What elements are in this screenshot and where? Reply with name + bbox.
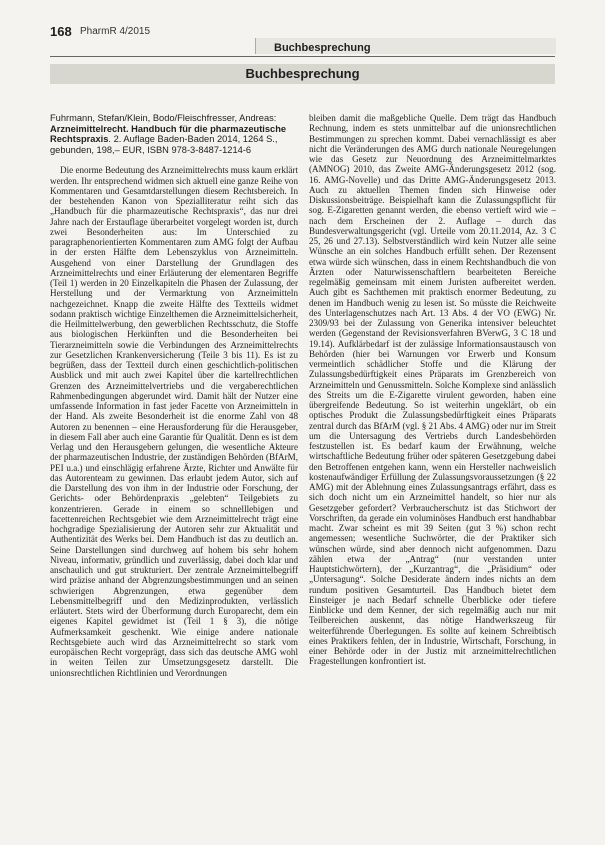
- review-paragraph: bleiben damit die maßgebliche Quelle. Dem trägt das Handbuch Rechnung, indem es stets unmittelbar auf die unionsrechtlichen Bestimmungen zu sprechen kommt. Dabei vernachlässigt es aber nicht die Veränderungen des AMG durch nationale Neuregelungen wie das Gesetz zur Neuordnung des Arzneimittelmarktes (AMNOG) 2010, das Zweite AMG-Änderungsgesetz 2012 (sog. 16. AMG-Novelle) und das Dritte AMG-Änderungsgesetz 2013. Auch zu aktuellen Themen finden sich Hinweise oder Diskussionsbeiträge. Beispielhaft kann die Zulassungspflicht für sog. E-Zigaretten genannt werden, die ebenso vertieft wird wie – nach dem Erscheinen der 2. Auflage – durch das Bundesverwaltungsgericht (vgl. Urteile vom 20.11.2014, Az. 3 C 25, 26 und 27.13). Selbstverständlich wird kein Nutzer alle seine Wünsche an ein solches Handbuch erfüllt sehen. Der Rezensent etwa würde sich wünschen, dass in einem Rechtshandbuch die von Ärzten oder Naturwissenschaftlern bearbeiteten Bereiche regelmäßig gemeinsam mit einem Juristen aufbereitet werden. Auch gibt es Sachthemen mit praktisch enormer Bedeutung, zu denen im Handbuch wenig zu lesen ist. So müsste die Reichweite des Unterlagenschutzes nach Art. 13 Abs. 4 der VO (EWG) Nr. 2309/93 bei der Zulassung von Generika intensiver beleuchtet werden (Gegenstand der Revisionsverfahren BVerwG, 3 C 18 und 19.14). Aufklärbedarf ist der zulässige Informationsaustausch von Behörden (hier bei Warnungen vor Erwerb und Konsum vermeintlich schädlicher Stoffe und die Klärung der Zulassungsbedürftigkeit eines Präparats im Grenzbereich von Arzneimitteln und Genussmitteln. Solche Komplexe sind anlässlich des Streits um die E-Zigarette virulent geworden, haben eine übergreifende Bedeutung. So ist weiterhin ungeklärt, ob ein optisches Produkt die Zulassungsbedürftigkeit eines Präparats zentral durch das BfArM (vgl. § 21 Abs. 4 AMG) oder nur im Streit um die Untersagung des Vertriebs durch Landesbehörden festzustellen ist. Es bedarf kaum der Erwähnung, welche wirtschaftliche Bedeutung früher oder späteren Gesetzgebung dabei den Betroffenen entgehen kann, wenn ein Hersteller nachweislich kostenaufwändiger Erfüllung der Zulassungsvoraussetzungen (§ 22 AMG) mit der Ablehnung eines Zulassungsantrags erfährt, dass es sich doch nicht um ein Arzneimittel handelt, so hier nur als Gesetzgeber gefordert? Verbraucherschutz ist das Stichwort der Vorschriften, da gerade ein voluminöses Handbuch erst handhabbar macht. Zwar scheint es mit 39 Seiten (gut 3 %) schon recht angemessen; wesentliche Suchwörter, die der Praktiker sich wünschen würde, sind aber dennoch nicht aufgenommen. Dazu zählen etwa der „Antrag“ (nur verstanden unter Hauptstichwörtern), der „Kurzantrag“, die „Präsidium“ oder „Untersagung“. Solche Desiderate ändern indes nichts an dem rundum positiven Gesamturteil. Das Handbuch bietet dem Einsteiger je nach Bedarf schnelle Überblicke oder tiefere Einblicke und dem Kenner, der sich regelmäßig auch nur mit Teilbereichen auskennt, das nötige Handwerkszeug für weiterführende Überlegungen. Es sollte auf keinem Schreibtisch eines Praktikers fehlen, der in Industrie, Wirtschaft, Forschung, in einer Behörde oder in der Justiz mit arzneimittelrechtlichen Fragestellungen konfrontiert ist.: [309, 113, 556, 667]
- header-rule: [50, 56, 555, 57]
- journal-reference: PharmR 4/2015: [80, 26, 151, 37]
- page-number: 168: [50, 24, 72, 39]
- header-tab-label: Buchbesprechung: [274, 42, 371, 54]
- bibliographic-entry: Fuhrmann, Stefan/Klein, Bodo/Fleischfresser, Andreas: Arzneimittelrecht. Handbuch für die pharmazeutische Rechtspraxis. 2. Auflage Baden-Baden 2014, 1264 S., gebunden, 198,– EUR, ISBN 978-3-8487-1214-6: [50, 113, 287, 155]
- section-banner: [50, 64, 555, 84]
- left-column: [50, 113, 298, 833]
- section-title: Buchbesprechung: [245, 66, 360, 81]
- review-paragraph: Die enorme Bedeutung des Arzneimittelrechts muss kaum erklärt werden. Ihr entsprechend widmen sich aktuell eine ganze Reihe von Kommentaren und Gesamtdarstellungen diesem Rechtsbereich. In der bestehenden Kanon von Spezialliteratur reiht sich das „Handbuch für die pharmazeutische Rechtspraxis“, das nur drei Jahre nach der Erstauflage überarbeitet vorgelegt worden ist, durch zwei Besonderheiten aus: Im Unterschied zu paragraphenorientierten Kommentaren zum AMG folgt der Aufbau in der ersten Hälfte dem Lebenszyklus von Arzneimitteln. Ausgehend von einer Darstellung der Grundlagen des Arzneimittelrechts und einer Erläuterung der elementaren Begriffe (Teil 1) werden in 20 Einzelkapiteln die Phasen der Zulassung, der Herstellung und der Vermarktung von Arzneimitteln nachgezeichnet. Knapp die zweite Hälfte des Textteils widmet sodann praktisch wichtige Einzelthemen die Arzneimittelsicherheit, die Heilmittelwerbung, den gewerblichen Rechtsschutz, die Stoffe aus biologischen Herkünften und die Besonderheiten bei Tierarzneimitteln sowie die Verbindungen des Arzneimittelrechts zur Gesetzlichen Krankenversicherung (Teile 3 bis 11). Es ist zu begrüßen, dass der Textteil durch einen geschichtlich-politischen Ausblick und mit auch zwei Kapitel über die kartellrechtlichen Grenzen des Arzneimittelvertriebs und die vergaberechtlichen Rahmenbedingungen abgerundet wird. Damit hält der Nutzer eine umfassende Information in fast jeder Facette von Arzneimitteln in der Hand. Als zweite Besonderheit ist die enorme Zahl von 48 Autoren zu benennen – eine Herausforderung für die Herausgeber, in diesem Fall aber auch eine Garantie für Qualität. Denn es ist dem Verlag und den Herausgebern gelungen, die wesentliche Akteure der pharmazeutischen Industrie, der zuständigen Behörden (BfArM, PEI u.a.) und einschlägig erfahrene Ärzte, Richter und Anwälte für das Autorenteam zu gewinnen. Das erlaubt jedem Autor, sich auf die Darstellung des von ihm in der Industrie oder Forschung, der Gerichts- oder Behördenpraxis „gelebten“ Teilgebiets zu konzentrieren. Gerade in einem so schnelllebigen und facettenreichen Rechtsgebiet wie dem Arzneimittelrecht trägt eine hochgradige Spezialisierung der Autoren sehr zur Aktualität und Authentizität des Werks bei. Dem Handbuch ist das zu deutlich an. Seine Darstellungen sind durchweg auf hohem bis sehr hohem Niveau, informativ, gründlich und zuverlässig, dabei doch klar und anschaulich und gut strukturiert. Der zentrale Arzneimittelbegriff wird präzise anhand der Abgrenzungsbestimmungen und an seinen schwierigen Abgrenzungen, etwa gegenüber dem Lebensmittelbegriff und den Medizinprodukten, verlässlich erläutert. Stets wird der Überformung durch Europarecht, dem ein eigenes Kapitel gewidmet ist (Teil 1 § 3), die nötige Aufmerksamkeit geschenkt. Wie einige andere nationale Rechtsgebiete auch wird das Arzneimittelrecht so stark vom europäischen Recht vorgeprägt, dass sich das deutsche AMG wohl in weiten Teilen zur Umsetzungsgesetz darstellt. Die unionsrechtlichen Richtlinien und Verordnungen: [50, 165, 298, 678]
- book-authors: Fuhrmann, Stefan/Klein, Bodo/Fleischfresser, Andreas:: [50, 113, 277, 123]
- book-title: Arzneimittelrecht. Handbuch für die pharmazeutische Rechtspraxis: [50, 123, 287, 145]
- header-tab: [255, 38, 556, 54]
- right-column: [309, 113, 556, 833]
- book-publication-info: 2. Auflage Baden-Baden 2014, 1264 S., gebunden, 198,– EUR, ISBN 978-3-8487-1214-6: [50, 134, 278, 155]
